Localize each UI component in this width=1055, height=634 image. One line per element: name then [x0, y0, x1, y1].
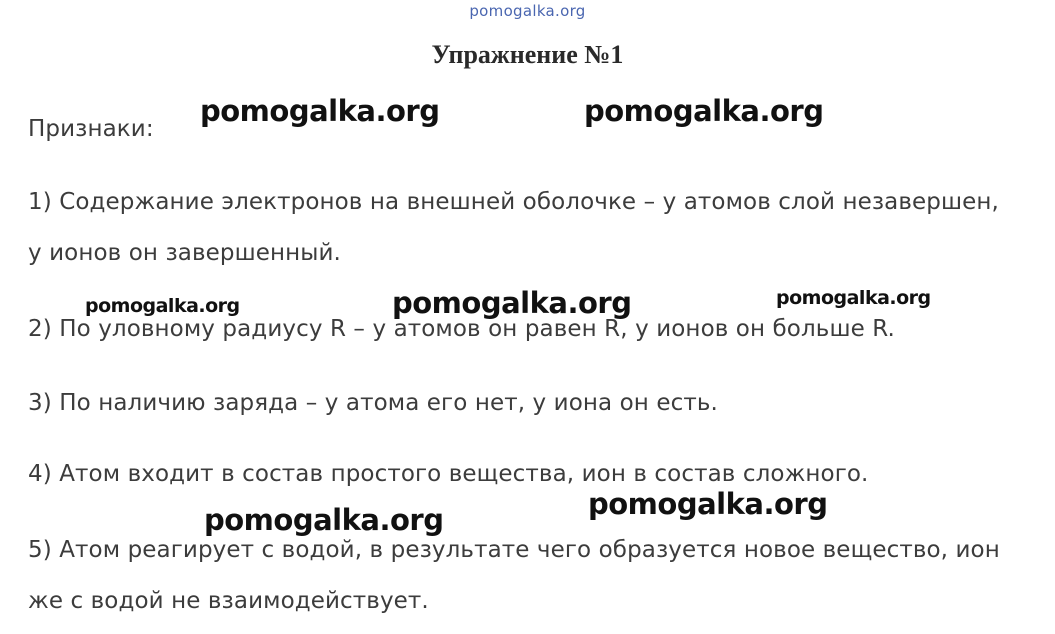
- watermark: pomogalka.org: [200, 94, 440, 128]
- site-link[interactable]: pomogalka.org: [469, 2, 586, 20]
- watermark: pomogalka.org: [85, 295, 240, 317]
- text-line-6: 5) Атом реагирует с водой, в результате чего образуется новое вещество, ион: [28, 537, 1000, 563]
- watermark: pomogalka.org: [776, 287, 931, 309]
- watermark: pomogalka.org: [392, 286, 632, 320]
- text-line-7: же с водой не взаимодействует.: [28, 588, 429, 614]
- intro-label: Признаки:: [28, 116, 154, 142]
- text-line-3: 2) По уловному радиусу R – у атомов он равен R, у ионов он больше R.: [28, 316, 895, 342]
- text-line-1: 1) Содержание электронов на внешней оболочке – у атомов слой незавершен,: [28, 189, 999, 215]
- page-title: Упражнение №1: [431, 40, 624, 69]
- text-line-4: 3) По наличию заряда – у атома его нет, у иона он есть.: [28, 390, 718, 416]
- watermark: pomogalka.org: [204, 503, 444, 537]
- watermark: pomogalka.org: [588, 487, 828, 521]
- watermark: pomogalka.org: [584, 94, 824, 128]
- text-line-5: 4) Атом входит в состав простого вещества, ион в состав сложного.: [28, 461, 869, 487]
- text-line-2: у ионов он завершенный.: [28, 240, 341, 266]
